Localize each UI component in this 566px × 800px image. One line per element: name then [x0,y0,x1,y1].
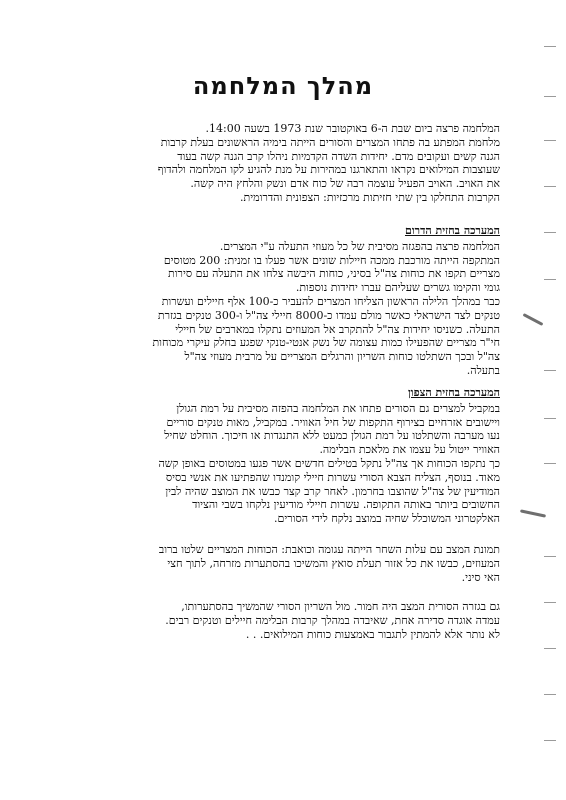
scan-smudge [520,509,546,517]
text-line: המעוזים, כבשו את כל אזור תעלת סואץ והמשיכו בהסתערות מזרחה, לתוך חצי [167,556,500,570]
text-line: את האויב. האויב הפעיל עוצמה רבה של כוח אדם ונשק והלחץ היה קשה. [190,177,500,191]
binder-mark [544,463,556,464]
binder-mark [544,279,556,280]
text-line: כך נתקפו הכוחות אך צה"ל נתקל בטילים חדשים אשר פגעו במטוסים באופן קשה [158,456,500,470]
text-line: לא נותר אלא להמתין לתגבור באמצעות כוחות המילואים. . . [245,627,500,641]
binder-mark [544,694,556,695]
binder-mark [544,232,556,233]
text-line: המלחמה פרצה בהפגזה מסיבית של כל מעוזי התעלה ע"י המצרים. [219,239,500,253]
text-line: האלקטרוני המשוכלל שחיה במוצב נלקח לידי הסורים. [274,512,500,526]
text-line: נעו מערבה והשתלטו על רמת הגולן כמעט ללא התנגדות או חיכוך. הוחלט שחיל [164,429,500,443]
north-front-section [60,386,500,526]
text-line: צה"ל ובכך השתלטו כוחות השריון והרגלים המצריים על מרבית מעוזי צה"ל [184,350,500,364]
binder-mark [544,602,556,603]
text-line: מלחמת המפתע בה פתחו המצרים והסורים הייתה בימיה הראשונים בעלת קרבות [160,135,500,149]
section-heading-south: המערכה בחזית הדרום [404,224,500,237]
binder-mark [544,96,556,97]
text-line: המודיעין של צה"ל שהוצבו בחרמון. לאחר קרב קצר כבשו את המוצב שהיה לבין [165,484,500,498]
binder-mark [544,418,556,419]
text-line: גומי והקימו גשרים שעליהם עברו יחידות נוספות. [295,281,500,295]
text-line: גם בגזרה הסורית המצב היה חמור. מול השריון הסורי שהמשיך בהסתערותו, [181,600,500,613]
text-line: תמונת המצב עם עלות השחר הייתה עגומה וכואבת: הכוחות המצריים שלטו ברוב [158,543,500,556]
text-line: הגנה קשים ועקובים מדם. יחידות השדה הקדמיות ניהלו קרב הגנה קשה בעוד [177,149,500,163]
text-line: מאוד. בנוסף, הצליח הצבא הסורי עשרות חיילי קומנדו שהפתיעו את אנשי בסיס [165,470,500,484]
south-front-section [60,224,500,378]
text-line: המלחמה פרצה ביום שבת ה-6 באוקטובר שנת 1973 בשעה 14:00. [205,122,500,135]
text-line: טנקים לצד הישראלי כאשר מולם עמדו כ-8000 חיילי צה"ל ו-300 טנקים בגזרת [157,308,500,322]
scan-smudge [523,313,544,326]
dawn-paragraph [60,543,500,584]
text-line: האוויר ייטול על עצמו את מלאכת הבלימה. [319,443,500,457]
text-line: התעלה. כשניסו יחידות צה"ל להתקרב אל המעוזים נתקלו במארבים של חיילי [175,322,500,336]
text-line: שעוצבות המילואים נקראו והתארגנו במהירות על מנת להגיע לקו המלחמה ולהדוף [157,163,500,177]
binder-mark [544,648,556,649]
text-line: החשובים ביותר באותה התקופה. עשרות חיילי מודיעין נלקחו בשבי והציוד [192,498,500,512]
text-line: ויישובים אזרחיים בצירוף התקפות של חיל האוויר. במקביל, מאות טנקים סוריים [166,415,500,429]
text-line: בתעלה. [466,363,500,377]
binder-mark [544,370,556,371]
text-line: המתקפה הייתה מורכבת ממכה חיילות שונים אשר פעלו בו זמנית: 200 מטוסים [163,253,500,267]
text-line: כבר במהלך הלילה הראשון הצליחו המצרים להעביר כ-100 אלף חיילים ועשרות [161,294,500,308]
section-heading-north: המערכה בחזית הצפון [407,386,500,399]
text-line: חי"ר מצריים שהפעילו כמות עצומה של נשק אנטי-טנקי שפגע בחלק עיקרי מכוחות [152,336,500,350]
binder-mark [544,140,556,141]
binder-mark [544,186,556,187]
syria-paragraph [60,600,500,641]
binder-mark [544,556,556,557]
text-line: מצריים תקפו את כוחות צה"ל בסיני, כוחות היבשה צלחו את התעלה עם סירות [168,267,500,281]
page-title: מהלך המלחמה [192,72,374,100]
text-line: במקביל למצרים גם הסורים פתחו את המלחמה בהפזה מסיבית על רמת הגולן [176,401,500,415]
text-line: עמדה אוגדה סדירה אחת, שאיבדה במהלך קרבות הבלימה חיילים וטנקים רבים. [165,613,500,627]
text-line: הקרבות התחלקו בין שתי חזיתות מרכזיות: הצפונית והדרומית. [240,190,500,204]
text-line: האי סיני. [461,570,500,584]
binder-mark [544,46,556,47]
binder-mark [544,740,556,741]
intro-paragraph [60,122,500,205]
